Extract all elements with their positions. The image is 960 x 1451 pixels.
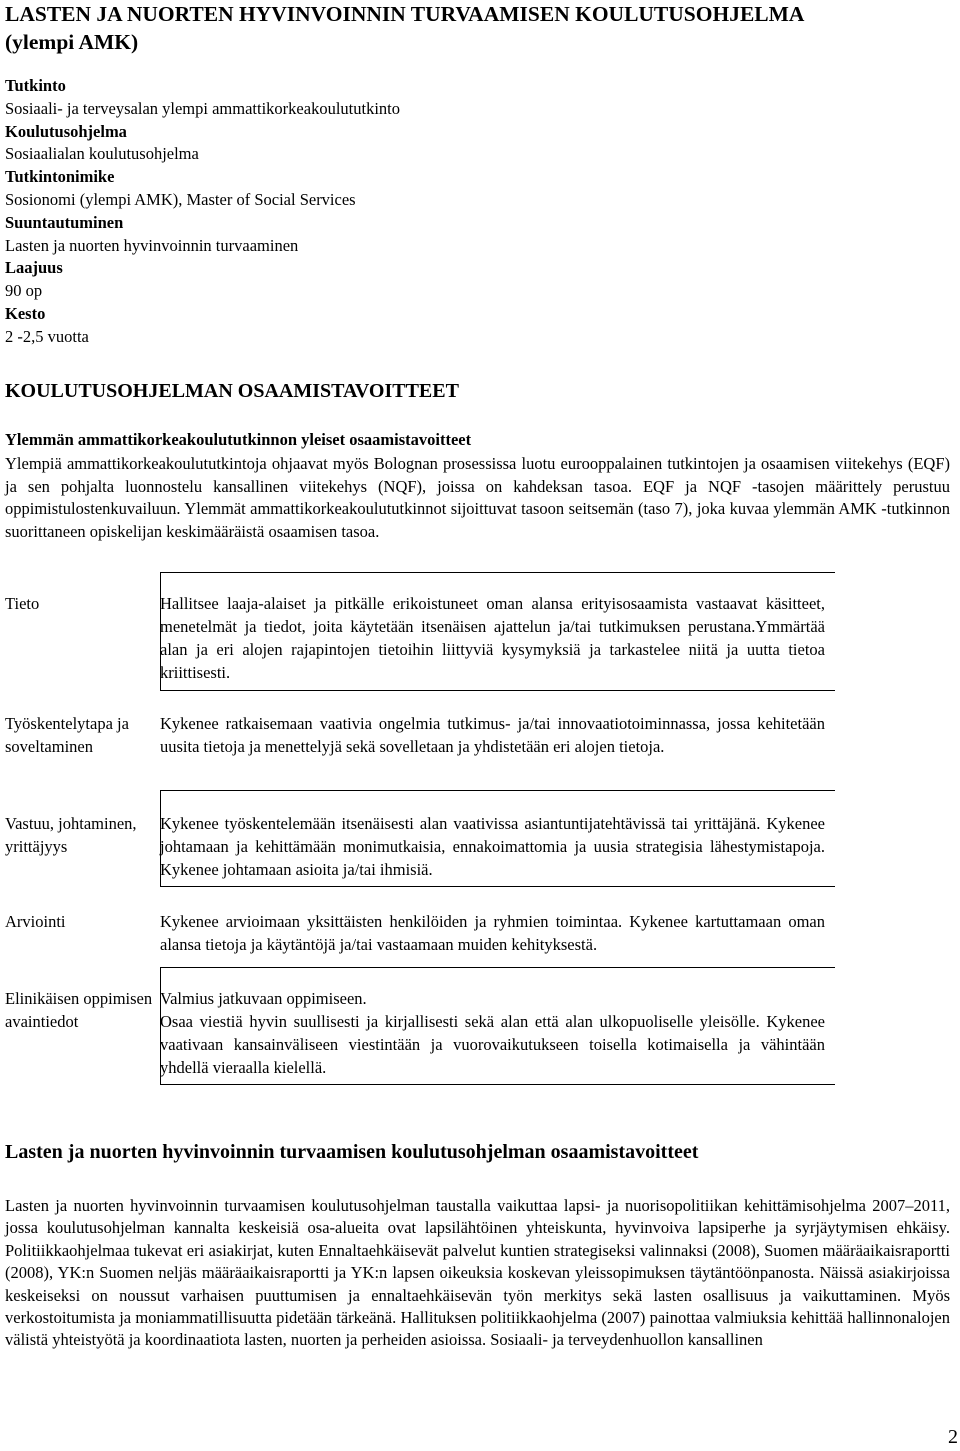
table-rule <box>160 1084 835 1085</box>
table-rule <box>160 886 835 887</box>
meta-label-laajuus: Laajuus <box>5 258 63 278</box>
competency-text: Kykenee ratkaisemaan vaativia ongelmia tutkimus- ja/tai innovaatiotoiminnassa, jossa kehitetään uusita tietoja ja menettelyjä sekä sovelletaan ja yhdistetään eri alojen tietoja. <box>160 714 825 756</box>
competency-text: Hallitsee laaja-alaiset ja pitkälle erikoistuneet oman alansa erityisosaamista vastaavat käsitteet, menetelmät ja tiedot, joita käytetään itsenäisen ajattelun ja/tai tutkimuksen perustana.Ymmärtää alan ja eri alojen rajapintojen tietoihin liittyviä kysymyksiä ja tarkastelee niitä ja uutta tietoa kriittisesti. <box>160 594 825 682</box>
intro-paragraph <box>5 453 950 543</box>
section-heading-osaamistavoitteet: KOULUTUSOHJELMAN OSAAMISTAVOITTEET <box>5 380 459 402</box>
meta-label-koulutusohjelma: Koulutusohjelma <box>5 121 127 141</box>
meta-label-tutkintonimike: Tutkintonimike <box>5 167 115 187</box>
programme-goals-paragraph: Lasten ja nuorten hyvinvoinnin turvaamisen koulutusohjelman taustalla vaikuttaa lapsi- ja nuorisopolitiikan kehittämisohjelma 2007–2011, jossa koulutusohjelman kannalta keskeisiä osa-alueita ovat lapsilähtöinen yhteiskunta, hyvinvoiva lapsiperhe ja syrjäytymisen ehkäisy. Politiikkaohjelmaa tukevat eri asiakirjat, kuten Ennaltaehkäisevät palvelut kuntien strategiseksi valinnaksi (2008), Suomen määräaikaisraportti (2008), YK:n Suomen neljäs määräaikaisraportti ja YK:n lapsen oikeuksia koskevan yleissopimuksen täytäntöönpanosta. Näissä asiakirjoissa keskeiseksi on noussut varhaisen puuttumisen ja ennaltaehkäisevän työn merkitys sekä lasten osallisuus ja vaikuttaminen. Myös verkostoitumista ja moniammatillisuutta pidetään tärkeänä. Hallituksen politiikkaohjelma (2007) painottaa valmiuksia kehittää hallinnonalojen välistä yhteistyötä ja koordinaatiota lasten, nuorten ja perheiden asioissa. Sosiaali- ja terveydenhuollon kansallinen <box>5 1196 950 1350</box>
competency-text: Kykenee työskentelemään itsenäisesti alan vaativissa asiantuntijatehtävissä tai yrittäjänä. Kykenee johtamaan ja kehittämään monimutkaisia, ennakoimattomia ja uusia strategisia lähestymistapoja. Kykenee johtamaan asioita ja/tai ihmisiä. <box>160 814 825 879</box>
competency-key: Tieto <box>5 594 40 613</box>
meta-label-kesto: Kesto <box>5 303 46 323</box>
subheading-general-goals: Ylemmän ammattikorkeakoulututkinnon yleiset osaamistavoitteet <box>5 430 472 449</box>
table-rule <box>160 690 835 691</box>
meta-value-suuntautuminen: Lasten ja nuorten hyvinvoinnin turvaaminen <box>5 235 299 255</box>
table-rule <box>160 967 835 968</box>
meta-value-kesto: 2 -2,5 vuotta <box>5 326 89 346</box>
title-line-1: LASTEN JA NUORTEN HYVINVOINNIN TURVAAMISEN KOULUTUSOHJELMA <box>5 2 805 26</box>
meta-value-laajuus: 90 op <box>5 281 43 301</box>
meta-label-tutkinto: Tutkinto <box>5 76 66 95</box>
page-number: 2 <box>948 1426 958 1448</box>
meta-value-tutkintonimike: Sosionomi (ylempi AMK), Master of Social Services <box>5 189 356 209</box>
competency-text-a: Valmius jatkuvaan oppimiseen. <box>160 989 367 1008</box>
document-title <box>5 0 935 56</box>
intro-text-2: Ylemmät ammattikorkeakoulututkinnot sijoittuvat tasoon seitsemän (taso 7), joka kuvaa ylemmän AMK -tutkinnon suorittaneen opiskelijan keskimääräistä osaamisen tasoa. <box>5 499 950 541</box>
table-rule <box>160 572 835 573</box>
competency-key: Elinikäisen oppimisen avaintiedot <box>5 989 153 1031</box>
competency-key: Vastuu, johtaminen, yrittäjyys <box>5 814 137 856</box>
degree-info <box>5 75 400 349</box>
competency-text: Kykenee arvioimaan yksittäisten henkilöiden ja ryhmien toimintaa. Kykenee kartuttamaan oman alansa tietoja ja käytäntöjä ja/tai vastaamaan muiden kehityksestä. <box>160 912 825 954</box>
meta-label-suuntautuminen: Suuntautuminen <box>5 212 124 232</box>
competency-key: Työskentelytapa ja soveltaminen <box>5 714 129 756</box>
title-line-2: (ylempi AMK) <box>5 30 139 54</box>
competency-text-b: Osaa viestiä hyvin suullisesti ja kirjallisesti sekä alan että alan ulkopuoliselle yleisölle. Kykenee vaativaan kansainväliseen viestintään ja vuorovaikutukseen toisella kotimaisella ja vähintään yhdellä vieraalla kielellä. <box>160 1012 825 1077</box>
competency-text <box>160 987 825 1079</box>
section-heading-programme-goals: Lasten ja nuorten hyvinvoinnin turvaamisen koulutusohjelman osaamistavoitteet <box>5 1141 699 1163</box>
meta-value-tutkinto: Sosiaali- ja terveysalan ylempi ammattikorkeakoulututkinto <box>5 98 400 118</box>
table-rule <box>160 790 835 791</box>
competency-key: Arviointi <box>5 912 66 931</box>
meta-value-koulutusohjelma: Sosiaalialan koulutusohjelma <box>5 144 199 164</box>
intro-text-1: Ylempiä ammattikorkeakoulututkintoja ohjaavat myös Bolognan prosessissa luotu eurooppalainen tutkintojen ja osaamisen viitekehys (EQF) ja sen pohjalta luonnostelu kansallinen viitekehys (NQF), joissa on kahdeksan tasoa. EQF ja NQF -tasojen määrittely perustuu oppimistulostenkuvailuun. <box>5 454 950 519</box>
